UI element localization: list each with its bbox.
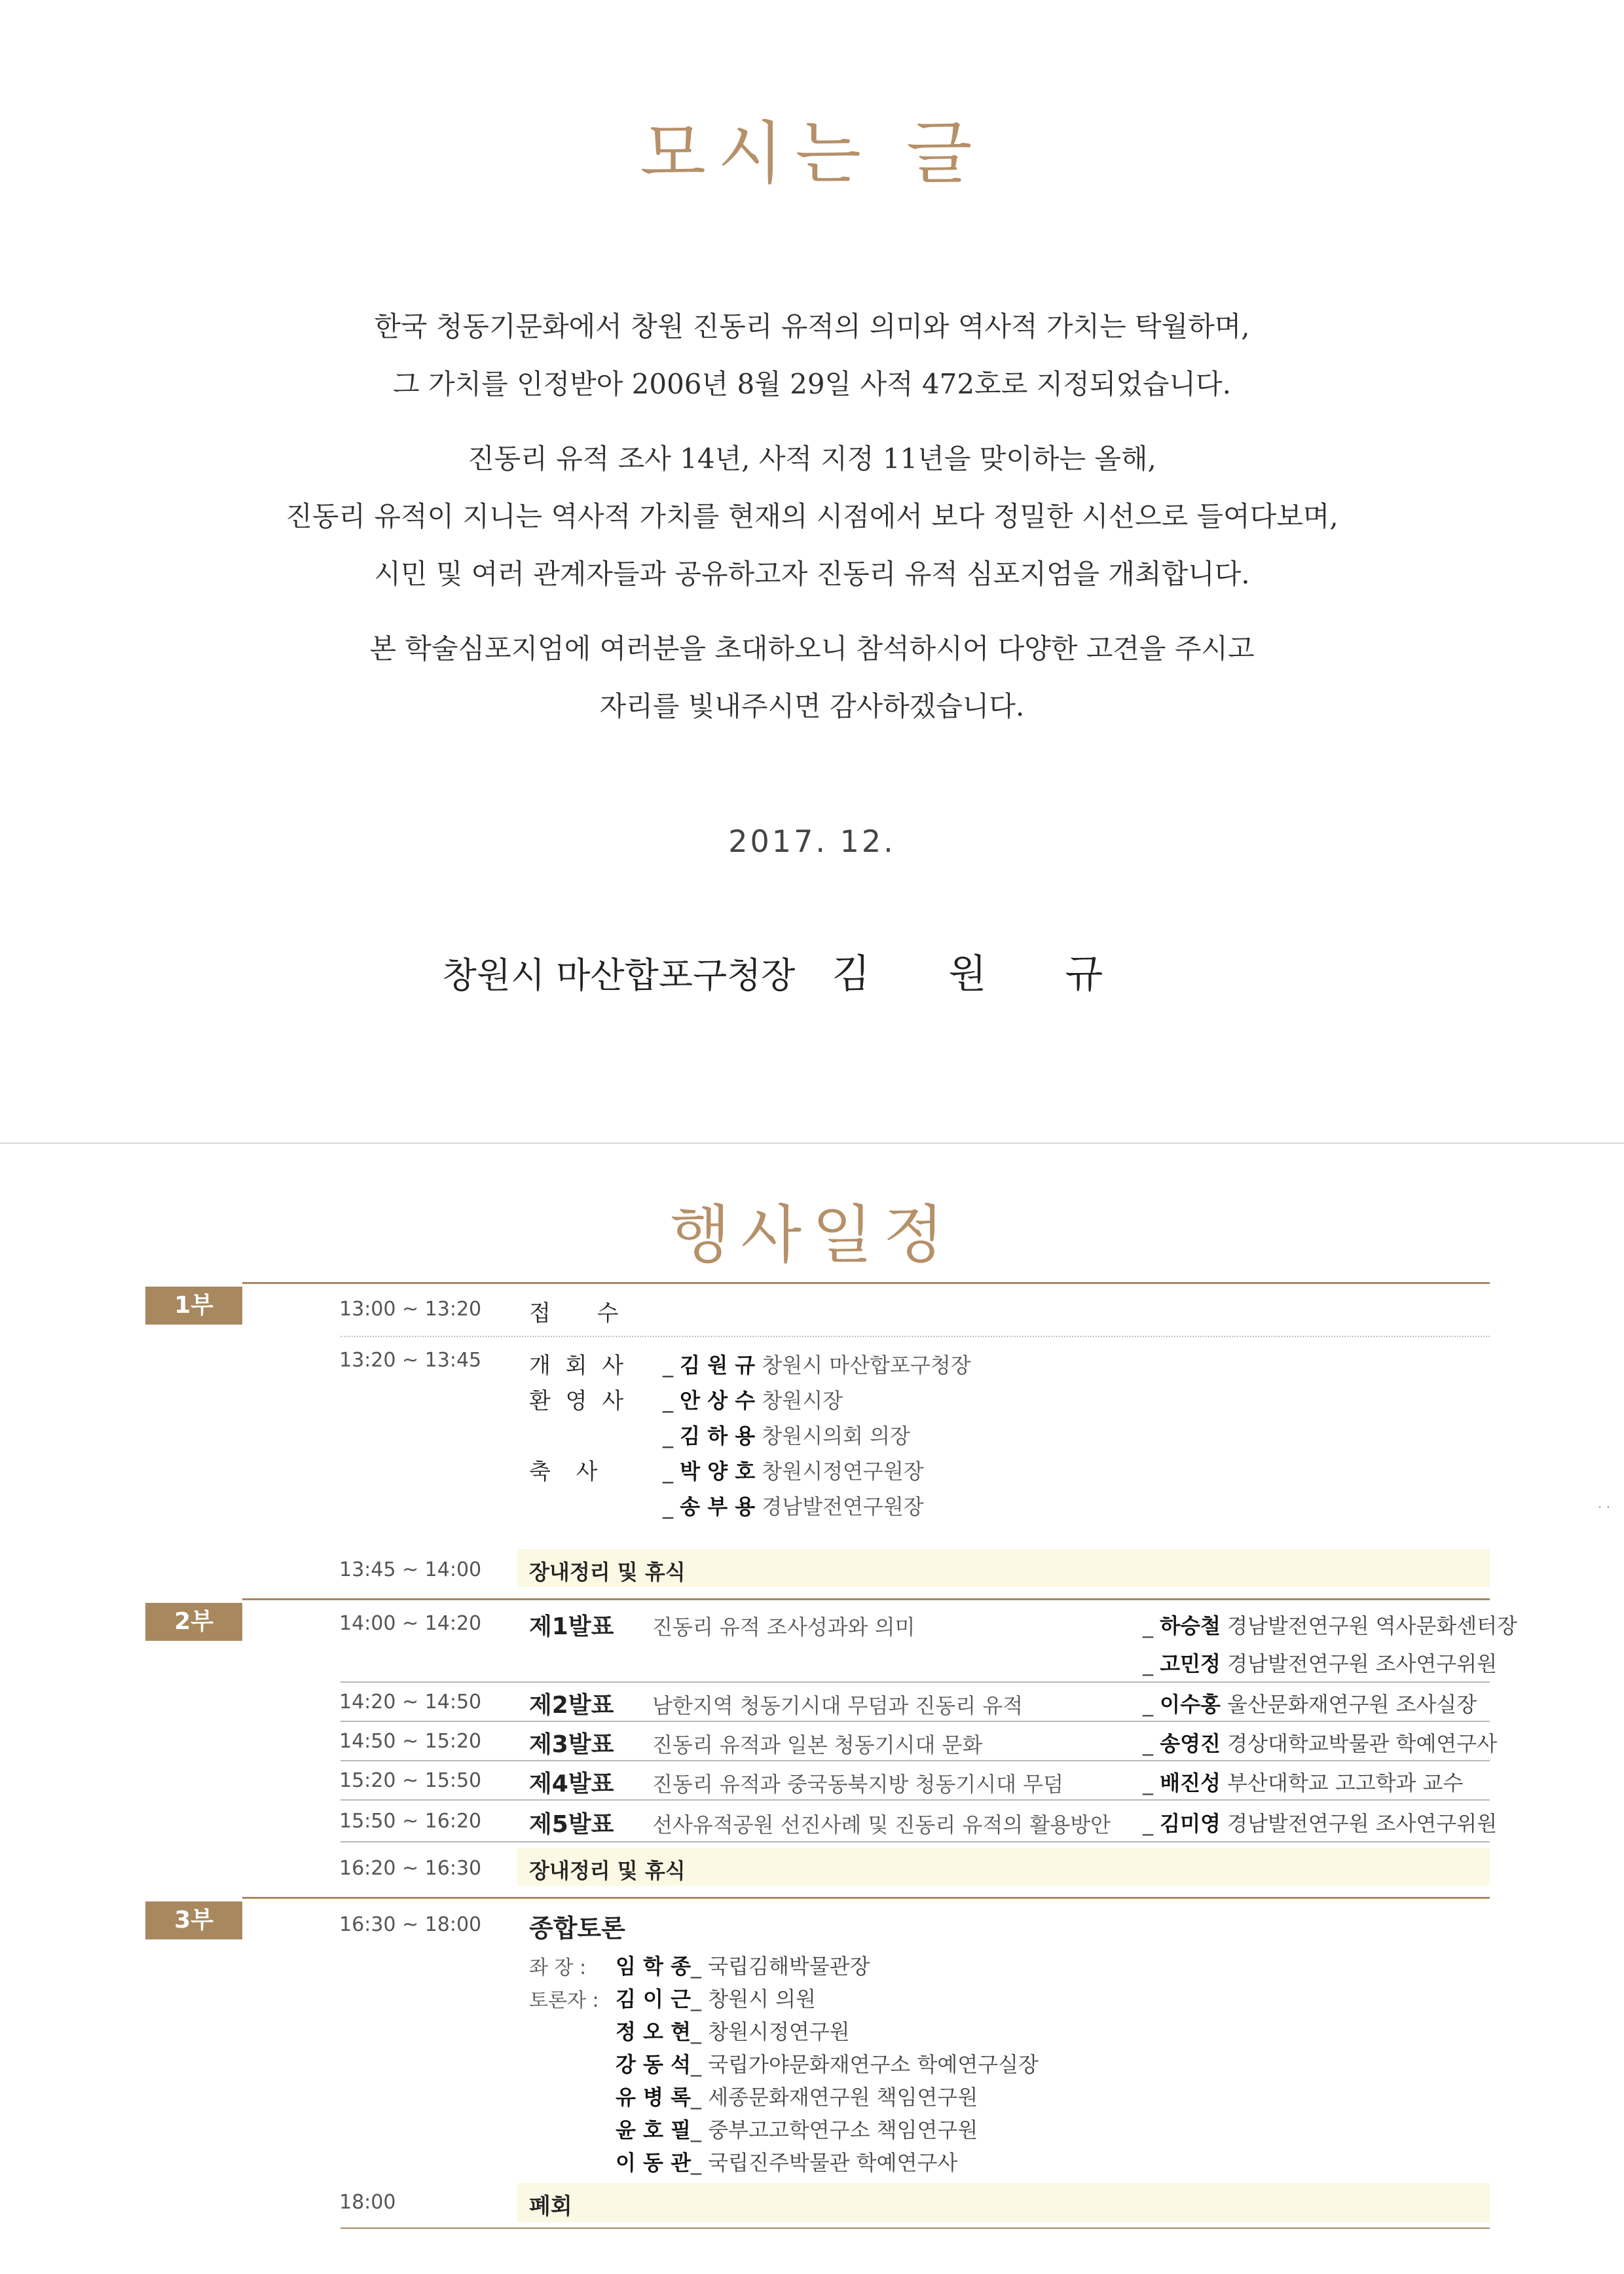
speaker-row: _ 송 부 용 경남발전연구원장 — [663, 1494, 924, 1519]
panelist-name: 윤 호 필 — [616, 2118, 692, 2142]
time-opening: 13:20 ~ 13:45 — [339, 1349, 482, 1372]
panelist-affiliation: 창원시 의원 — [708, 1987, 816, 2011]
time-reception: 13:00 ~ 13:20 — [339, 1298, 482, 1321]
closing-band — [517, 2183, 1490, 2222]
presentation-4-title: 진동리 유적과 중국동북지방 청동기시대 무덤 — [652, 1772, 1064, 1797]
presenter-name: 송영진 — [1160, 1731, 1221, 1756]
schedule-title: 행사일정 — [669, 1198, 955, 1272]
part-rule — [242, 1598, 1490, 1600]
part-rule — [242, 1282, 1490, 1284]
presenter-name: 이수홍 — [1160, 1692, 1221, 1717]
time-presentation-3: 14:50 ~ 15:20 — [339, 1730, 482, 1753]
panelist-name: 강 동 석 — [616, 2052, 692, 2077]
speaker-name: 김 원 규 — [680, 1353, 756, 1378]
presenter-affiliation: 경상대학교박물관 학예연구사 — [1227, 1731, 1498, 1756]
invitation-line: 진동리 유적이 지니는 역사적 가치를 현재의 시점에서 보다 정밀한 시선으로 들여다보며, — [286, 500, 1338, 532]
reception-label: 접 수 — [529, 1300, 638, 1327]
presenter-name: 김미영 — [1160, 1811, 1221, 1836]
break-label: 장내정리 및 휴식 — [529, 1858, 686, 1883]
presentation-1-label: 제1발표 — [529, 1613, 614, 1640]
time-presentation-5: 15:50 ~ 16:20 — [339, 1810, 482, 1833]
speaker-name: 김 하 용 — [680, 1423, 756, 1448]
presenter-row: _ 김미영 경남발전연구원 조사연구위원 — [1143, 1811, 1498, 1836]
role-congratulatory-address: 축 사 — [529, 1459, 607, 1485]
presenter-affiliation: 울산문화재연구원 조사실장 — [1227, 1692, 1477, 1717]
discussion-label: 종합토론 — [529, 1914, 625, 1943]
presenter-row: _ 송영진 경상대학교박물관 학예연구사 — [1143, 1731, 1498, 1756]
row-divider — [341, 1681, 1490, 1683]
invitation-line: 진동리 유적 조사 14년, 사적 지정 11년을 맞이하는 올해, — [468, 443, 1156, 475]
panelist-row: 이 동 관_ 국립진주박물관 학예연구사 — [616, 2150, 958, 2175]
panelist-row: 윤 호 필_ 중부고고학연구소 책임연구원 — [616, 2118, 978, 2142]
time-break-2: 16:20 ~ 16:30 — [339, 1857, 482, 1880]
panelist-row: 김 이 근_ 창원시 의원 — [616, 1987, 816, 2011]
part-badge-3: 3부 — [145, 1901, 242, 1939]
speaker-affiliation: 창원시장 — [762, 1388, 843, 1413]
speaker-name: 송 부 용 — [680, 1494, 756, 1519]
row-divider — [341, 1760, 1490, 1761]
chair-affiliation: 국립김해박물관장 — [708, 1954, 870, 1979]
signature — [0, 943, 1624, 999]
invitation-paragraph — [0, 430, 1624, 603]
presentation-2-title: 남한지역 청동기시대 무덤과 진동리 유적 — [652, 1693, 1024, 1718]
speaker-affiliation: 경남발전연구원장 — [762, 1494, 924, 1519]
speaker-affiliation: 창원시 마산합포구청장 — [762, 1353, 971, 1378]
invitation-line: 자리를 빛내주시면 감사하겠습니다. — [599, 690, 1025, 722]
presenter-name: 배진성 — [1160, 1770, 1221, 1795]
presenter-name: 고민정 — [1160, 1651, 1221, 1676]
speaker-row: _ 박 양 호 창원시정연구원장 — [663, 1459, 924, 1484]
invitation-body — [0, 298, 1624, 752]
speaker-row: _ 안 상 수 창원시장 — [663, 1388, 843, 1413]
presenter-affiliation: 경남발전연구원 역사문화센터장 — [1227, 1613, 1518, 1638]
speaker-row: _ 김 하 용 창원시의회 의장 — [663, 1423, 910, 1448]
signer-title: 창원시 마산합포구청장 — [442, 955, 796, 996]
invitation-paragraph — [0, 298, 1624, 413]
speaker-row: _ 김 원 규 창원시 마산합포구청장 — [663, 1353, 971, 1378]
chair-label: 좌 장 : — [529, 1956, 587, 1979]
time-discussion: 16:30 ~ 18:00 — [339, 1913, 482, 1936]
row-divider — [341, 1336, 1490, 1337]
presenter-row: _ 하승철 경남발전연구원 역사문화센터장 — [1143, 1613, 1518, 1638]
presenter-row: _ 배진성 부산대학교 고고학과 교수 — [1143, 1770, 1464, 1795]
speaker-affiliation: 창원시정연구원장 — [762, 1459, 924, 1484]
page-divider — [0, 1143, 1624, 1144]
speaker-name: 박 양 호 — [680, 1459, 756, 1484]
panelist-affiliation: 세종문화재연구원 책임연구원 — [708, 2085, 978, 2110]
time-presentation-4: 15:20 ~ 15:50 — [339, 1769, 482, 1792]
panelist-name: 김 이 근 — [616, 1987, 692, 2011]
presenter-affiliation: 경남발전연구원 조사연구위원 — [1227, 1811, 1498, 1836]
invitation-line: 한국 청동기문화에서 창원 진동리 유적의 의미와 역사적 가치는 탁월하며, — [374, 310, 1250, 342]
panelist-row: 유 병 록_ 세종문화재연구원 책임연구원 — [616, 2085, 978, 2110]
panelist-affiliation: 국립가야문화재연구소 학예연구실장 — [708, 2052, 1039, 2077]
closing-rule — [341, 2228, 1490, 2229]
panelist-affiliation: 국립진주박물관 학예연구사 — [708, 2150, 958, 2175]
speaker-name: 안 상 수 — [680, 1388, 756, 1413]
presentation-5-title: 선사유적공원 선진사례 및 진동리 유적의 활용방안 — [652, 1812, 1111, 1837]
panelist-row: 강 동 석_ 국립가야문화재연구소 학예연구실장 — [616, 2052, 1039, 2077]
presenter-row: _ 이수홍 울산문화재연구원 조사실장 — [1143, 1692, 1477, 1717]
panelist-name: 유 병 록 — [616, 2085, 692, 2110]
presentation-3-title: 진동리 유적과 일본 청동기시대 문화 — [652, 1733, 983, 1757]
role-opening-address: 개 회 사 — [529, 1353, 628, 1379]
invitation-line: 본 학술심포지엄에 여러분을 초대하오니 참석하시어 다양한 고견을 주시고 — [369, 633, 1255, 665]
part-badge-1: 1부 — [145, 1287, 242, 1325]
row-divider — [341, 1841, 1490, 1843]
panelist-affiliation: 창원시정연구원 — [708, 2019, 850, 2044]
panelist-row: 정 오 현_ 창원시정연구원 — [616, 2019, 850, 2044]
row-divider — [341, 1799, 1490, 1801]
chair-row: 임 학 종_ 국립김해박물관장 — [616, 1954, 870, 1979]
time-break-1: 13:45 ~ 14:00 — [339, 1558, 482, 1581]
presentation-3-label: 제3발표 — [529, 1731, 614, 1758]
presentation-5-label: 제5발표 — [529, 1811, 614, 1838]
presenter-affiliation: 부산대학교 고고학과 교수 — [1227, 1770, 1464, 1795]
time-closing: 18:00 — [339, 2191, 396, 2214]
speaker-affiliation: 창원시의회 의장 — [762, 1423, 910, 1448]
presentation-2-label: 제2발표 — [529, 1692, 614, 1719]
presentation-1-title: 진동리 유적 조사성과와 의미 — [652, 1615, 915, 1640]
signer-name: 김원규 — [832, 951, 1182, 997]
presenter-row: _ 고민정 경남발전연구원 조사연구위원 — [1143, 1651, 1498, 1676]
scan-speck: · · — [1598, 1499, 1611, 1515]
invitation-title: 모시는 글 — [640, 113, 984, 193]
panelist-name: 이 동 관 — [616, 2150, 692, 2175]
invitation-line: 그 가치를 인정받아 2006년 8월 29일 사적 472호로 지정되었습니다. — [393, 368, 1231, 400]
break-label: 장내정리 및 휴식 — [529, 1560, 686, 1585]
row-divider — [341, 1721, 1490, 1722]
panelist-affiliation: 중부고고학연구소 책임연구원 — [708, 2118, 978, 2142]
panelist-name: 정 오 현 — [616, 2019, 692, 2044]
part-badge-2: 2부 — [145, 1603, 242, 1641]
presenter-name: 하승철 — [1160, 1613, 1221, 1638]
time-presentation-1: 14:00 ~ 14:20 — [339, 1612, 482, 1635]
panel-label: 토론자 : — [529, 1989, 599, 2012]
role-welcome-address: 환 영 사 — [529, 1388, 628, 1414]
invitation-date: 2017. 12. — [728, 824, 896, 859]
invitation-paragraph — [0, 620, 1624, 735]
time-presentation-2: 14:20 ~ 14:50 — [339, 1691, 482, 1714]
presentation-4-label: 제4발표 — [529, 1770, 614, 1797]
presenter-affiliation: 경남발전연구원 조사연구위원 — [1227, 1651, 1498, 1676]
invitation-line: 시민 및 여러 관계자들과 공유하고자 진동리 유적 심포지엄을 개최합니다. — [374, 558, 1250, 590]
closing-label: 폐회 — [529, 2193, 572, 2220]
chair-name: 임 학 종 — [616, 1954, 692, 1979]
part-rule — [242, 1897, 1490, 1899]
